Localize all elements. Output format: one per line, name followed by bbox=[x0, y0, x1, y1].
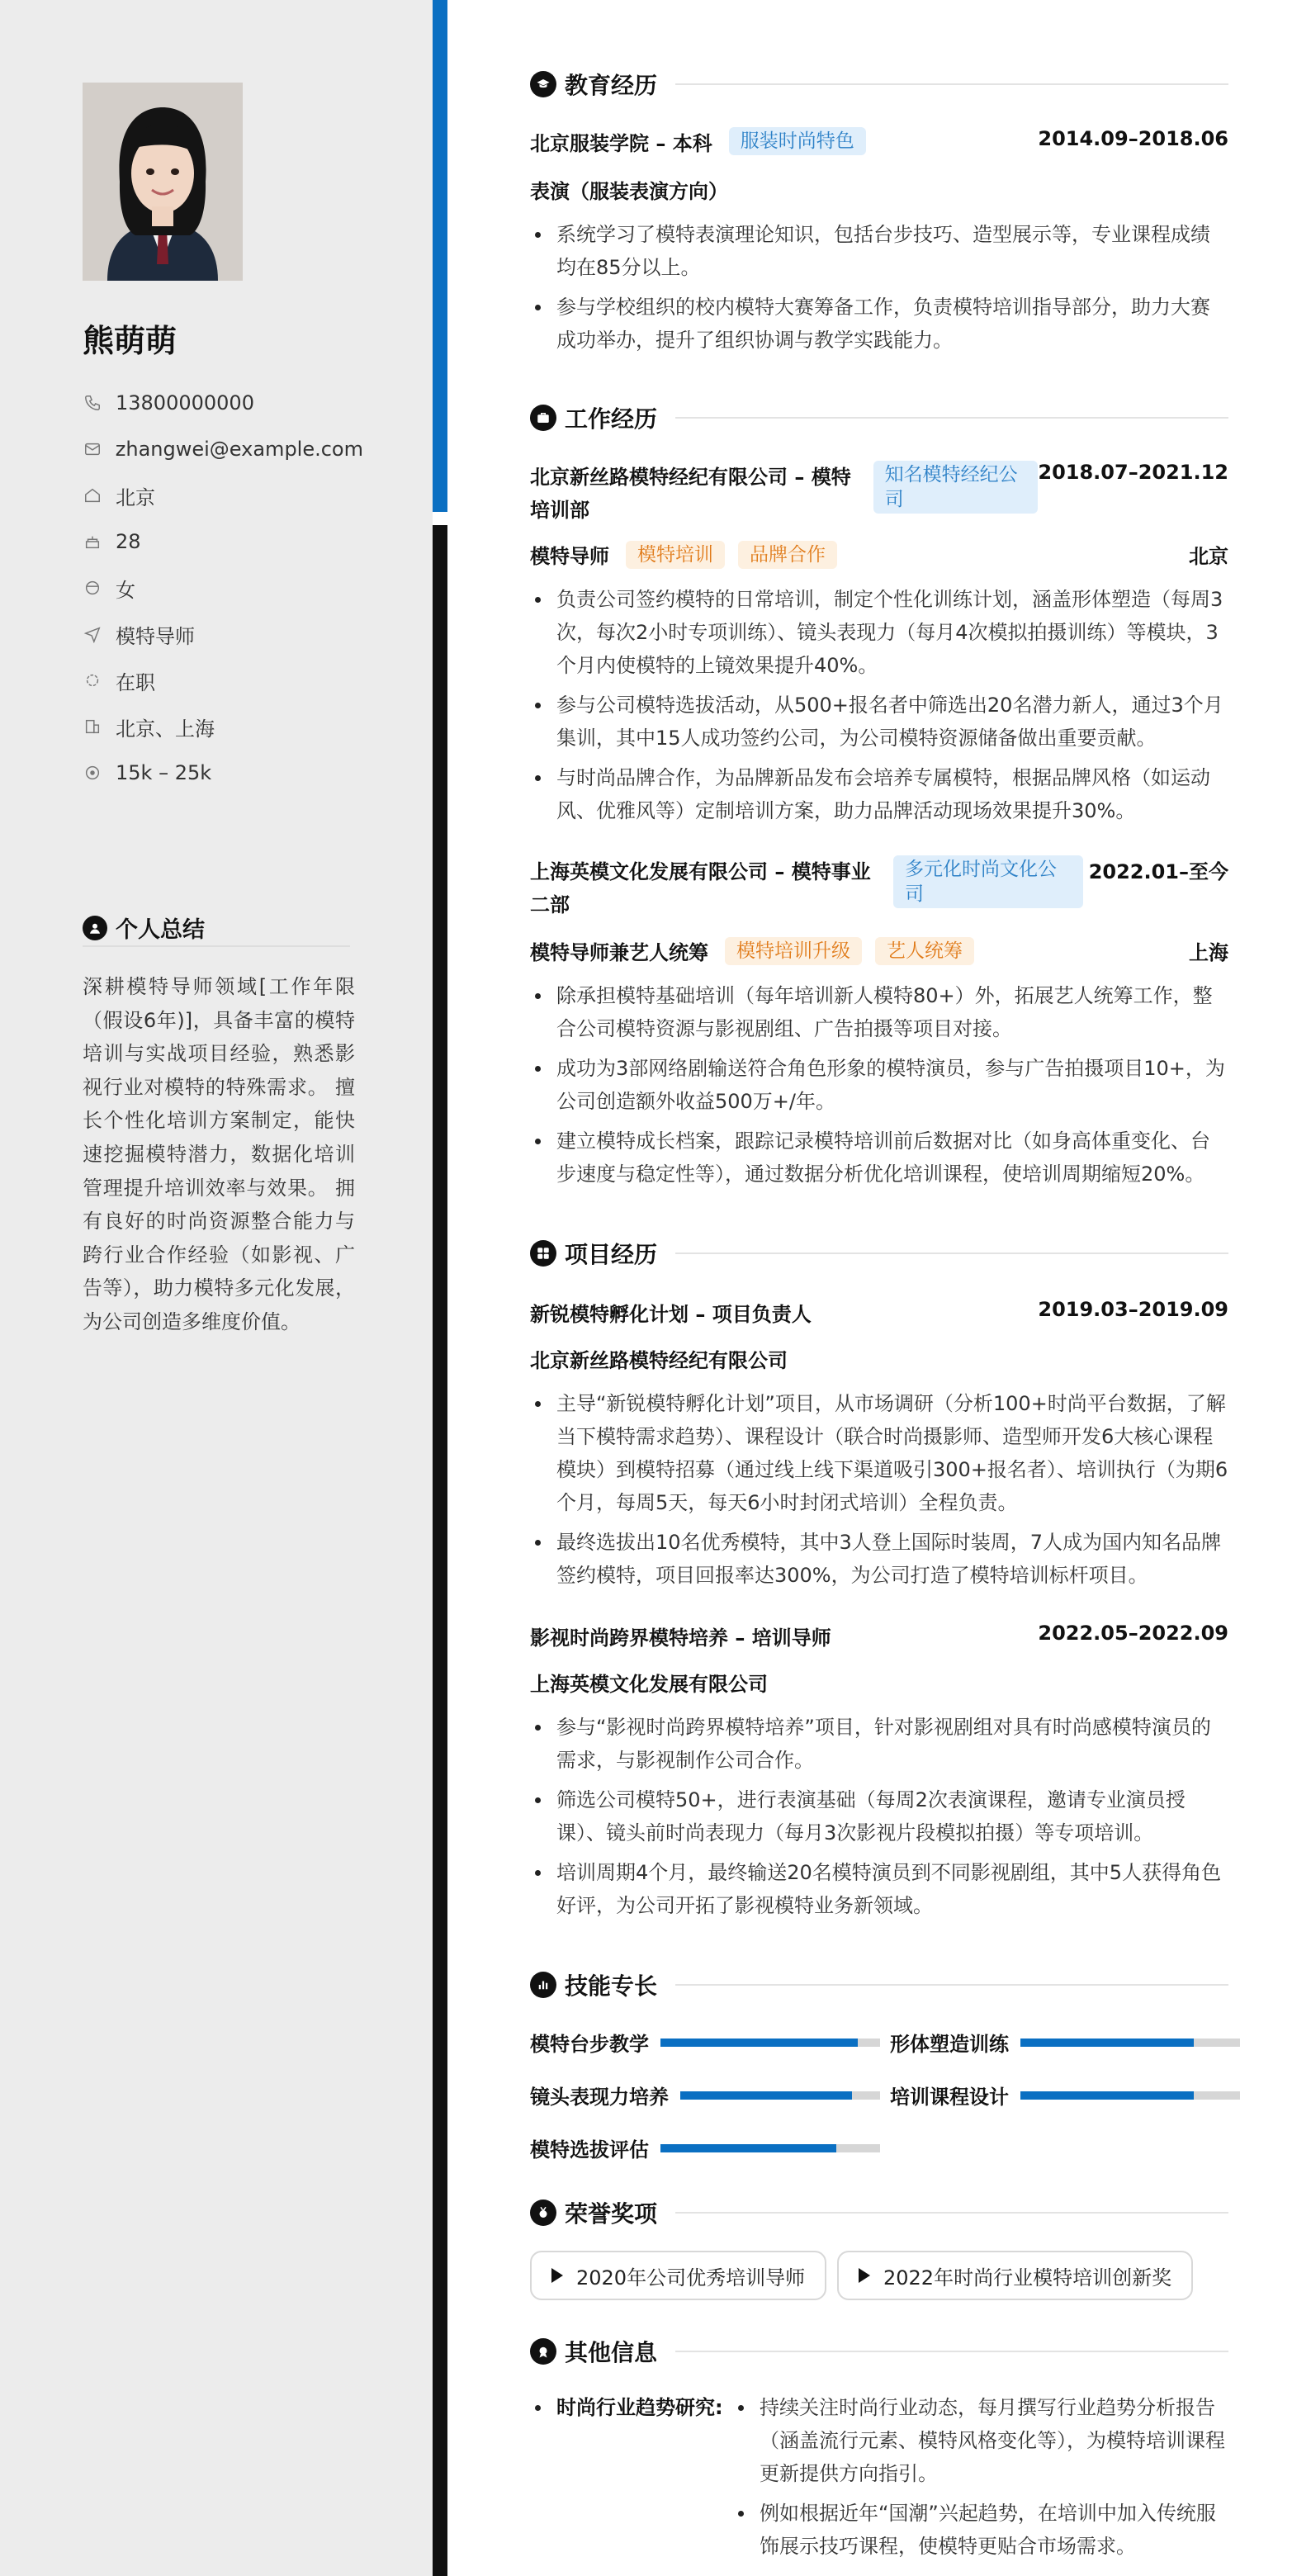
info-email bbox=[83, 426, 363, 472]
education-bullet: 系统学习了模特表演理论知识，包括台步技巧、造型展示等，专业课程成绩均在85分以上。 bbox=[530, 218, 1228, 284]
skill-name: 模特选拔评估 bbox=[530, 2138, 649, 2162]
home-icon bbox=[83, 485, 102, 505]
skill-bar bbox=[1020, 2039, 1240, 2047]
project-org: 北京新丝路模特经纪有限公司 bbox=[530, 1349, 788, 1372]
skill-bar bbox=[660, 2039, 880, 2047]
skill-item bbox=[530, 2028, 880, 2057]
medal-icon bbox=[530, 2200, 556, 2226]
skill-bar-fill bbox=[660, 2039, 858, 2047]
skill-name: 培训课程设计 bbox=[890, 2086, 1009, 2109]
other-title: 其他信息 bbox=[565, 2339, 658, 2366]
briefcase-icon bbox=[530, 405, 556, 431]
job-role: 模特导师 bbox=[530, 545, 609, 568]
awards-heading bbox=[530, 2196, 1228, 2229]
education-heading bbox=[530, 68, 1228, 101]
phone-text: 13800000000 bbox=[116, 391, 254, 414]
job-company: 上海英模文化发展有限公司 – 模特事业二部 bbox=[530, 860, 871, 916]
education-header-row bbox=[530, 127, 1228, 156]
project-name: 新锐模特孵化计划 – 项目负责人 bbox=[530, 1303, 812, 1326]
accent-bar-blue bbox=[433, 0, 447, 512]
awards-divider bbox=[675, 2212, 1228, 2214]
info-title bbox=[83, 611, 363, 657]
cake-icon bbox=[83, 532, 102, 552]
education-major: 表演（服装表演方向） bbox=[530, 180, 728, 203]
work-title: 工作经历 bbox=[565, 405, 658, 433]
user-icon bbox=[83, 916, 107, 940]
job-company: 北京新丝路模特经纪有限公司 – 模特培训部 bbox=[530, 466, 851, 522]
salary-icon bbox=[83, 763, 102, 783]
skill-bar-fill bbox=[680, 2091, 852, 2100]
project-bullet: 培训周期4个月，最终输送20名模特演员到不同影视剧组，其中5人获得角色好评，为公司开拓了影视模特业务新领域。 bbox=[530, 1856, 1228, 1922]
info-phone bbox=[83, 380, 363, 426]
award-label: 2022年时尚行业模特培训创新奖 bbox=[883, 2266, 1172, 2290]
gender-text: 女 bbox=[116, 578, 135, 602]
skill-bar-fill bbox=[1020, 2091, 1194, 2100]
info-city bbox=[83, 472, 363, 519]
status-text: 在职 bbox=[116, 670, 155, 694]
info-gender bbox=[83, 565, 363, 611]
job-company-tag: 多元化时尚文化公司 bbox=[893, 855, 1083, 908]
gender-icon bbox=[83, 578, 102, 598]
skill-bar bbox=[1020, 2091, 1240, 2100]
job-city: 上海 bbox=[1189, 941, 1228, 964]
job-date: 2022.01–至今 bbox=[1088, 860, 1228, 883]
project-date: 2022.05–2022.09 bbox=[1038, 1622, 1228, 1645]
building-icon bbox=[83, 717, 102, 736]
skill-item bbox=[530, 2133, 880, 2162]
job-role-row bbox=[530, 936, 1228, 965]
project-bullet: 主导“新锐模特孵化计划”项目，从市场调研（分析100+时尚平台数据，了解当下模特需求趋势）、课程设计（联合时尚摄影师、造型师开发6大核心课程模块）到模特招募（通过线上线下渠道吸引300+报名者）、培训执行（为期6个月，每周5天，每天6小时封闭式培训）全程负责。 bbox=[530, 1387, 1228, 1519]
skills-heading bbox=[530, 1968, 1228, 2001]
skills-divider bbox=[675, 1984, 1228, 1986]
age-text: 28 bbox=[116, 530, 141, 553]
skill-item bbox=[890, 2081, 1240, 2110]
education-major-row bbox=[530, 175, 1228, 204]
skill-bar bbox=[660, 2144, 880, 2152]
school-name: 北京服装学院 – 本科 bbox=[530, 132, 712, 155]
education-bullet: 参与学校组织的校内模特大赛筹备工作，负责模特培训指导部分，助力大赛成功举办，提升了组织协调与教学实践能力。 bbox=[530, 291, 1228, 357]
info-age bbox=[83, 519, 363, 565]
summary-text: 深耕模特导师领域[工作年限（假设6年)]，具备丰富的模特培训与实战项目经验，熟悉影视行业对模特的特殊需求。 擅长个性化培训方案制定，能快速挖掘模特潜力，数据化培训管理提升培训效率与效果。 拥有良好的时尚资源整合能力与跨行业合作经验（如影视、广告等），助力模特多元化发展，为公司创造多维度价值。 bbox=[83, 975, 355, 1333]
avatar bbox=[83, 83, 243, 281]
summary-heading bbox=[83, 912, 205, 944]
status-icon bbox=[83, 670, 102, 690]
info-salary bbox=[83, 750, 363, 796]
play-icon bbox=[859, 2268, 870, 2283]
locations-text: 北京、上海 bbox=[116, 717, 215, 741]
job-skill-tag: 模特培训 bbox=[626, 541, 725, 569]
summary-title: 个人总结 bbox=[116, 917, 205, 943]
awards-title: 荣誉奖项 bbox=[565, 2200, 658, 2228]
skill-item bbox=[530, 2081, 880, 2110]
job-header-row bbox=[530, 855, 1228, 921]
project-org: 上海英模文化发展有限公司 bbox=[530, 1673, 768, 1696]
project-header-row bbox=[530, 1622, 1228, 1650]
title-text: 模特导师 bbox=[116, 624, 195, 648]
education-title: 教育经历 bbox=[565, 72, 658, 99]
award-label: 2020年公司优秀培训导师 bbox=[576, 2266, 806, 2290]
job-date: 2018.07–2021.12 bbox=[1038, 461, 1228, 484]
accent-bar-black bbox=[433, 525, 447, 2576]
play-icon bbox=[551, 2268, 563, 2283]
project-bullet: 最终选拔出10名优秀模特，其中3人登上国际时装周，7人成为国内知名品牌签约模特，项目回报率达300%，为公司打造了模特培训标杆项目。 bbox=[530, 1526, 1228, 1592]
other-bullet: 持续关注时尚行业动态，每月撰写行业趋势分析报告（涵盖流行元素、模特风格变化等），为模特培训课程更新提供方向指引。 bbox=[733, 2391, 1228, 2490]
job-role-row bbox=[530, 540, 1228, 569]
school-tag: 服装时尚特色 bbox=[729, 127, 866, 155]
job-bullet: 除承担模特基础培训（每年培训新人模特80+）外，拓展艺人统筹工作，整合公司模特资源与影视剧组、广告拍摄等项目对接。 bbox=[530, 979, 1228, 1045]
other-heading bbox=[530, 2335, 1228, 2368]
job-role: 模特导师兼艺人统筹 bbox=[530, 941, 708, 964]
project-date: 2019.03–2019.09 bbox=[1038, 1298, 1228, 1321]
phone-icon bbox=[83, 393, 102, 413]
education-divider bbox=[675, 83, 1228, 85]
education-date: 2014.09–2018.06 bbox=[1038, 127, 1228, 150]
graduation-cap-icon bbox=[530, 71, 556, 97]
bullet-dot bbox=[535, 2405, 541, 2411]
project-org-row bbox=[530, 1344, 1228, 1373]
job-bullet: 与时尚品牌合作，为品牌新品发布会培养专属模特，根据品牌风格（如运动风、优雅风等）定制培训方案，助力品牌活动现场效果提升30%。 bbox=[530, 761, 1228, 827]
job-bullet: 负责公司签约模特的日常培训，制定个性化训练计划，涵盖形体塑造（每周3次，每次2小时专项训练）、镜头表现力（每月4次模拟拍摄训练）等模块，3个月内使模特的上镜效果提升40%。 bbox=[530, 583, 1228, 682]
email-text: zhangwei@example.com bbox=[115, 438, 363, 461]
projects-divider bbox=[675, 1252, 1228, 1254]
skill-bar-fill bbox=[660, 2144, 836, 2152]
job-bullet: 参与公司模特选拔活动，从500+报名者中筛选出20名潜力新人，通过3个月集训，其中15人成功签约公司，为公司模特资源储备做出重要贡献。 bbox=[530, 689, 1228, 755]
skill-name: 镜头表现力培养 bbox=[530, 2086, 669, 2109]
job-header-row bbox=[530, 461, 1228, 527]
profile-name: 熊萌萌 bbox=[83, 323, 177, 359]
skill-name: 形体塑造训练 bbox=[890, 2033, 1009, 2056]
job-bullet: 成功为3部网络剧输送符合角色形象的模特演员，参与广告拍摄项目10+，为公司创造额外收益500万+/年。 bbox=[530, 1052, 1228, 1118]
summary-divider bbox=[83, 945, 350, 947]
job-bullet: 建立模特成长档案，跟踪记录模特培训前后数据对比（如身高体重变化、台步速度与稳定性等），通过数据分析优化培训课程，使培训周期缩短20%。 bbox=[530, 1125, 1228, 1191]
info-status bbox=[83, 657, 363, 703]
project-header-row bbox=[530, 1298, 1228, 1327]
contact-info-list bbox=[83, 380, 363, 796]
other-divider bbox=[675, 2351, 1228, 2352]
project-bullet: 筛选公司模特50+，进行表演基础（每周2次表演课程，邀请专业演员授课）、镜头前时尚表现力（每月3次影视片段模拟拍摄）等专项培训。 bbox=[530, 1783, 1228, 1849]
job-skill-tag: 品牌合作 bbox=[738, 541, 837, 569]
grid-icon bbox=[530, 1240, 556, 1267]
skill-item bbox=[890, 2028, 1240, 2057]
mail-icon bbox=[83, 439, 102, 459]
project-name: 影视时尚跨界模特培养 – 培训导师 bbox=[530, 1627, 831, 1650]
city-text: 北京 bbox=[116, 485, 155, 509]
award-chip bbox=[530, 2251, 826, 2300]
info-locations bbox=[83, 703, 363, 750]
projects-title: 项目经历 bbox=[565, 1241, 658, 1268]
project-bullet: 参与“影视时尚跨界模特培养”项目，针对影视剧组对具有时尚感模特演员的需求，与影视制作公司合作。 bbox=[530, 1711, 1228, 1777]
bar-chart-icon bbox=[530, 1972, 556, 1998]
salary-text: 15k – 25k bbox=[116, 761, 212, 784]
other-label: 时尚行业趋势研究: bbox=[556, 2396, 723, 2419]
work-heading bbox=[530, 401, 1228, 434]
job-skill-tag: 艺人统筹 bbox=[875, 937, 974, 965]
skill-bar bbox=[680, 2091, 880, 2100]
skill-bar-fill bbox=[1020, 2039, 1194, 2047]
skill-name: 模特台步教学 bbox=[530, 2033, 649, 2056]
job-city: 北京 bbox=[1189, 545, 1228, 568]
job-company-tag: 知名模特经纪公司 bbox=[873, 461, 1039, 514]
work-divider bbox=[675, 417, 1228, 419]
send-icon bbox=[83, 624, 102, 644]
skills-title: 技能专长 bbox=[565, 1972, 658, 2000]
job-skill-tag: 模特培训升级 bbox=[725, 937, 862, 965]
project-org-row bbox=[530, 1668, 1228, 1697]
other-bullet: 例如根据近年“国潮”兴起趋势，在培训中加入传统服饰展示技巧课程，使模特更贴合市场需求。 bbox=[733, 2497, 1228, 2563]
badge-icon bbox=[530, 2338, 556, 2365]
award-chip bbox=[837, 2251, 1193, 2300]
projects-heading bbox=[530, 1237, 1228, 1270]
